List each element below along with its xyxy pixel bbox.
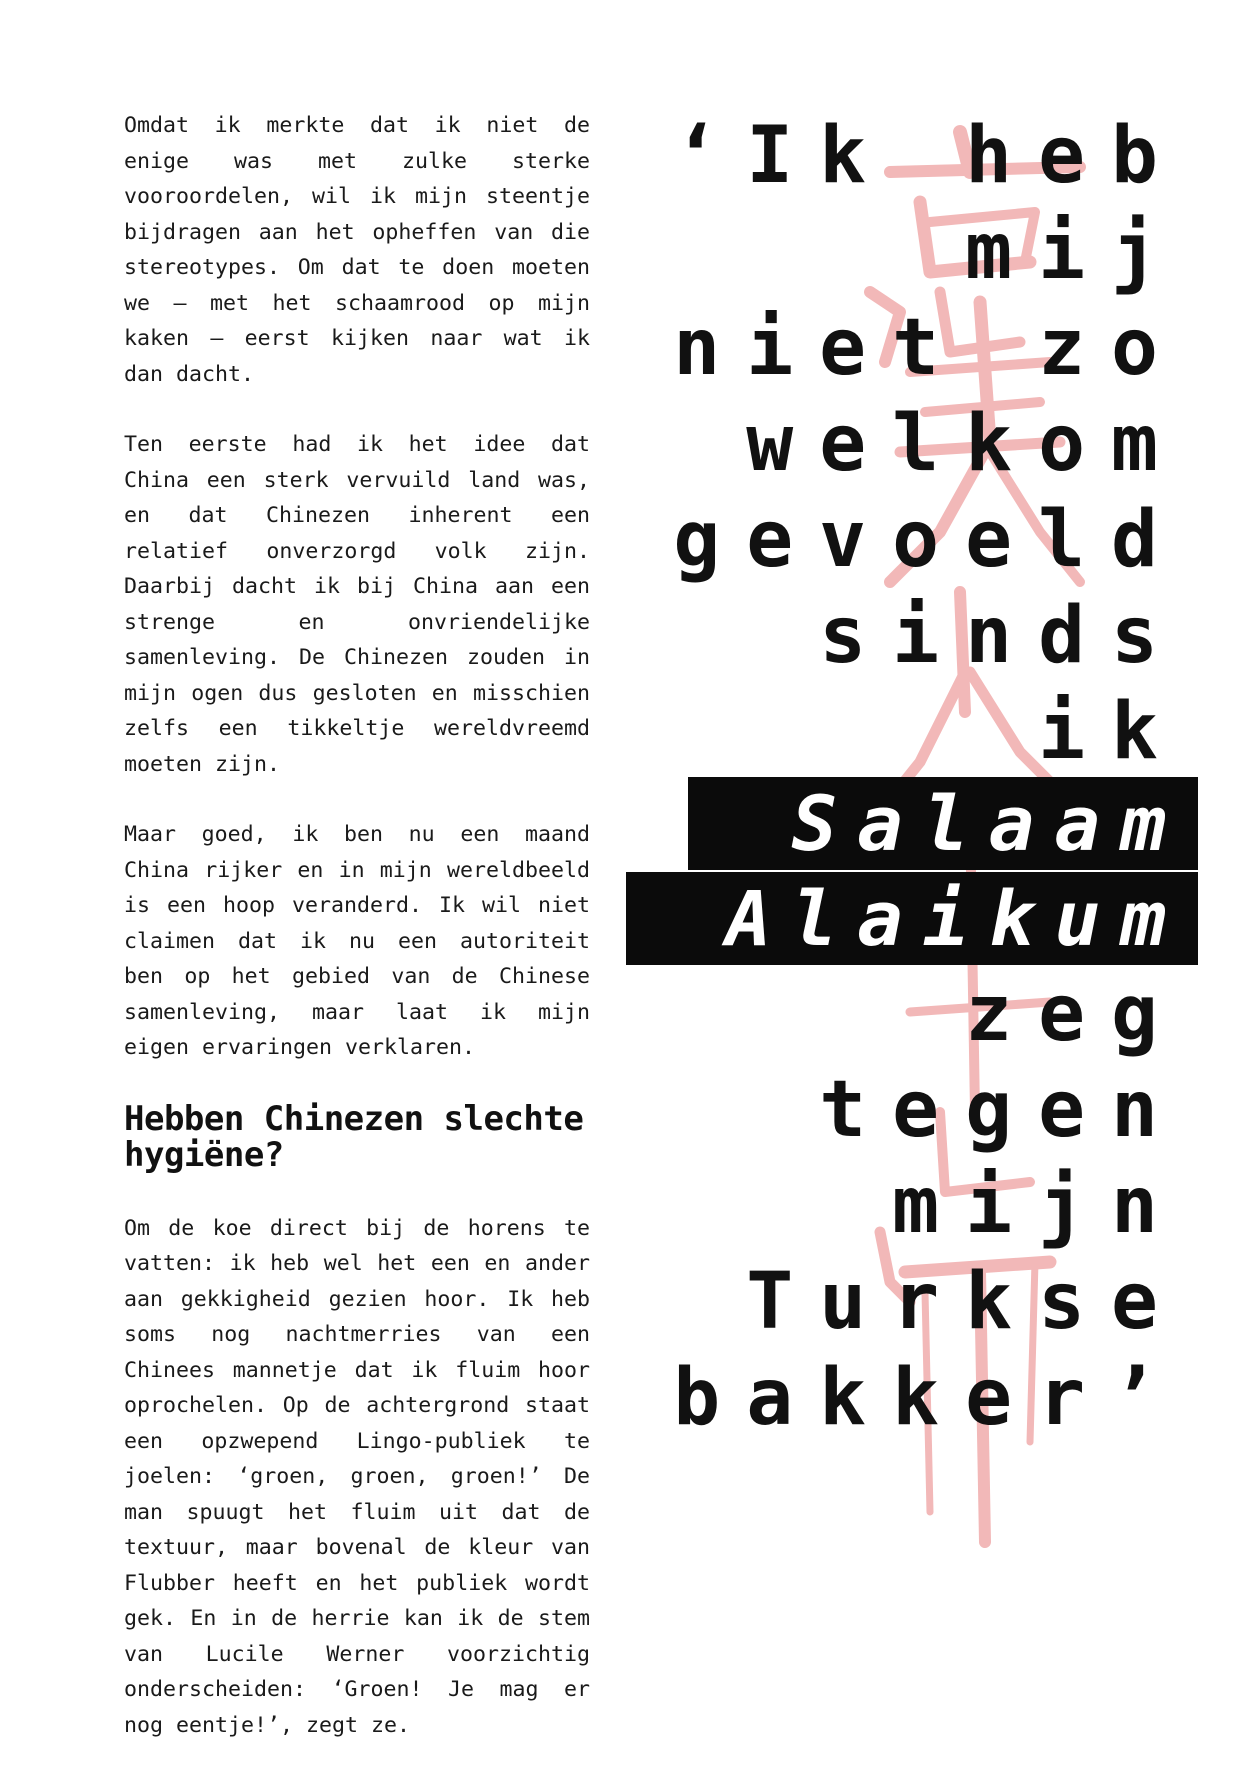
article-paragraph-4: Om de koe direct bij de horens te vatten: ik heb wel het een en ander aan gekkigheid gezien hoor. Ik heb soms nog nachtmerries van een Chinees mannetje dat ik fluim hoor oprochelen. Op de achtergrond staat een opzwepend Lingo-publiek te joelen: ‘groen, groen, groen!’ De man spuugt het fluim uit dat de textuur, maar bovenal de kleur van Flubber heeft en het publiek wordt gek. En in de herrie kan ik de stem van Lucile Werner voorzichtig onderscheiden: ‘Groen! Je mag er nog eentje!’, zegt ze. <box>124 1215 590 1738</box>
highlight-salaam <box>688 777 1198 870</box>
quote-line-4: welkom <box>746 399 1184 489</box>
quote-line-10: mijn <box>892 1161 1184 1251</box>
article-paragraph-1: Omdat ik merkte dat ik niet de enige was met zulke sterke vooroordelen, wil ik mijn steentje bijdragen aan het opheffen van die stereotypes. Om dat te doen moeten we – met het schaamrood op mijn kaken – eerst kijken naar wat ik dan dacht. <box>124 113 590 387</box>
quote-line-2: mij <box>965 207 1184 297</box>
highlight-salaam-text: Salaam <box>791 779 1186 868</box>
quote-line-3: niet zo <box>673 303 1184 393</box>
quote-line-11: Turkse <box>746 1257 1184 1347</box>
quote-line-7: ik <box>1038 687 1184 777</box>
quote-line-12: bakker’ <box>673 1353 1184 1443</box>
article-paragraph-3: Maar goed, ik ben nu een maand China rijker en in mijn wereldbeeld is een hoop veranderd. Ik wil niet claimen dat ik nu een autoriteit ben op het gebied van de Chinese samenleving, maar laat ik mijn eigen ervaringen verklaren. <box>124 822 590 1060</box>
quote-line-5: gevoeld <box>673 495 1184 585</box>
quote-line-1: ‘Ik heb <box>673 111 1184 201</box>
section-heading: Hebben Chinezen slechte hygiëne? <box>124 1098 584 1175</box>
article-paragraph-2: Ten eerste had ik het idee dat China een sterk vervuild land was, en dat Chinezen inherent een relatief onverzorgd volk zijn. Daarbij dacht ik bij China aan een strenge en onvriendelijke samenleving. De Chinezen zouden in mijn ogen dus gesloten en misschien zelfs een tikkeltje wereldvreemd moeten zijn. <box>124 432 590 777</box>
quote-line-8: zeg <box>965 969 1184 1059</box>
quote-line-6: sinds <box>819 591 1184 681</box>
quote-line-9: tegen <box>819 1065 1184 1155</box>
article-body <box>124 108 590 1778</box>
highlight-alaikum-text: Alaikum <box>725 874 1186 963</box>
highlight-alaikum <box>626 872 1198 965</box>
pull-quote <box>640 102 1220 1662</box>
